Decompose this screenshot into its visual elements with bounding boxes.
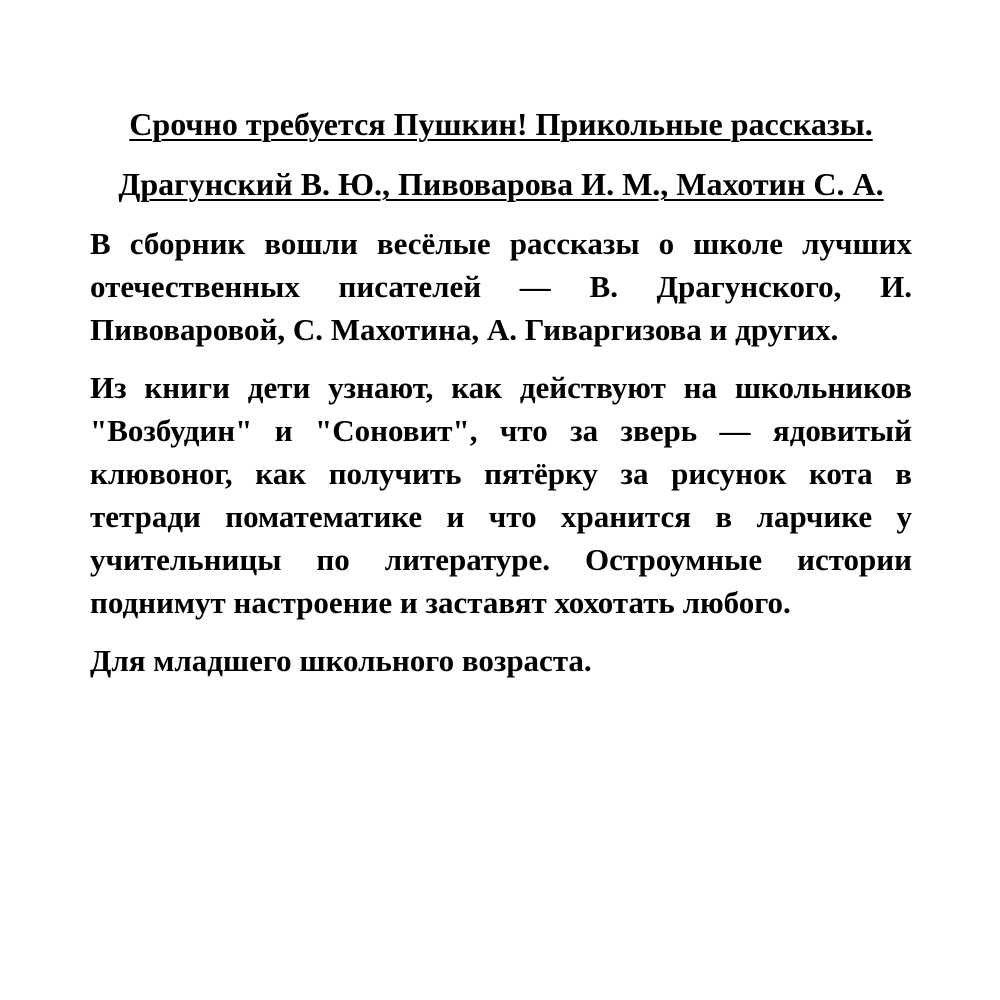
- book-authors: [90, 160, 912, 208]
- book-description: [90, 100, 912, 682]
- description-paragraph-1: В сборник вошли весёлые рассказы о школе лучших отечественных писателей — В. Драгунского, И. Пивоваровой, С. Махотина, А. Гиваргизова и других.: [90, 226, 912, 347]
- book-title: [90, 100, 912, 148]
- book-title-text: Срочно требуется Пушкин! Прикольные рассказы.: [129, 106, 873, 142]
- description-paragraph-2: Из книги дети узнают, как действуют на школьников "Возбудин" и "Соновит", что за зверь — ядовитый клювоног, как получить пятёрку за рисунок кота в тетради поматематике и что хранится в ларчике у учительницы по литературе. Остроумные истории поднимут настроение и заставят хохотать любого.: [90, 370, 912, 620]
- age-group-note: Для младшего школьного возраста.: [90, 643, 592, 678]
- book-authors-text: Драгунский В. Ю., Пивоварова И. М., Махотин С. А.: [118, 166, 884, 202]
